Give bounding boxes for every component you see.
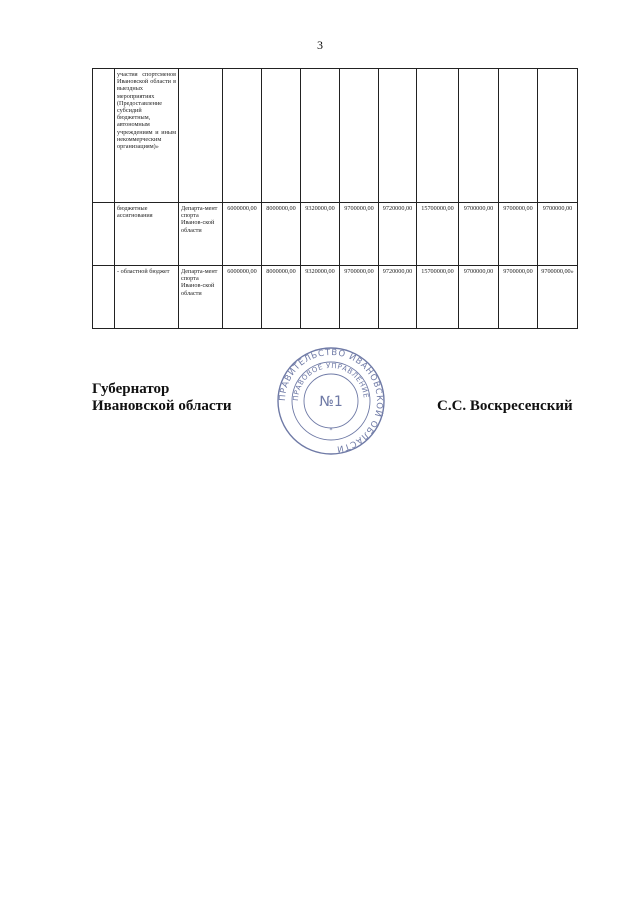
- value-cell: 8000000,00: [262, 266, 301, 329]
- description-cell: участия спортсменов Ивановской области в выездных мероприятиях (Предоставление субсидий бюджетным, автономным учреждениям и иным некоммерческим организациям)»: [115, 69, 179, 203]
- value-cell: [499, 69, 538, 203]
- value-cell: 6000000,00: [223, 266, 262, 329]
- seal-outer-text: ПРАВИТЕЛЬСТВО ИВАНОВСКОЙ ОБЛАСТИ: [277, 347, 385, 454]
- value-cell: 9700000,00: [459, 203, 499, 266]
- description-cell: бюджетные ассигнования: [115, 203, 179, 266]
- value-cell: 6000000,00: [223, 203, 262, 266]
- executor-cell: [179, 69, 223, 203]
- value-cell: [538, 69, 578, 203]
- value-cell: 9700000,00: [340, 266, 379, 329]
- value-cell: 15700000,00: [417, 266, 459, 329]
- value-cell: [459, 69, 499, 203]
- value-cell: 9320000,00: [301, 266, 340, 329]
- value-cell: 9700000,00: [459, 266, 499, 329]
- value-cell: [379, 69, 417, 203]
- value-cell: [223, 69, 262, 203]
- signatory-name: С.С. Воскресенский: [437, 398, 573, 414]
- index-cell: [93, 266, 115, 329]
- value-cell: 9320000,00: [301, 203, 340, 266]
- description-cell: - областной бюджет: [115, 266, 179, 329]
- page-number: 3: [317, 38, 323, 52]
- seal-inner-text: ПРАВОВОЕ УПРАВЛЕНИЕ: [291, 361, 370, 402]
- table-row: [93, 203, 578, 266]
- index-cell: [93, 203, 115, 266]
- signatory-title-line1: Губернатор: [92, 381, 170, 397]
- executor-cell: Департа-мент спорта Иванов-ской области: [179, 203, 223, 266]
- value-cell: [301, 69, 340, 203]
- signatory-title-line2: Ивановской области: [92, 398, 232, 414]
- value-cell: 9700000,00: [340, 203, 379, 266]
- value-cell: 9700000,00: [499, 203, 538, 266]
- signatory-title: [92, 381, 232, 415]
- table-row: [93, 69, 578, 203]
- value-cell: 9700000,00»: [538, 266, 578, 329]
- budget-table: [92, 68, 578, 329]
- value-cell: [417, 69, 459, 203]
- table-row: [93, 266, 578, 329]
- value-cell: 9720000,00: [379, 266, 417, 329]
- value-cell: 8000000,00: [262, 203, 301, 266]
- official-seal-stamp: [276, 346, 386, 456]
- index-cell: [93, 69, 115, 203]
- executor-cell: Департа-мент спорта Иванов-ской области: [179, 266, 223, 329]
- value-cell: 9720000,00: [379, 203, 417, 266]
- value-cell: 15700000,00: [417, 203, 459, 266]
- value-cell: [262, 69, 301, 203]
- value-cell: [340, 69, 379, 203]
- value-cell: 9700000,00: [499, 266, 538, 329]
- seal-number: №1: [319, 394, 343, 410]
- seal-star-icon: *: [329, 427, 333, 434]
- value-cell: 9700000,00: [538, 203, 578, 266]
